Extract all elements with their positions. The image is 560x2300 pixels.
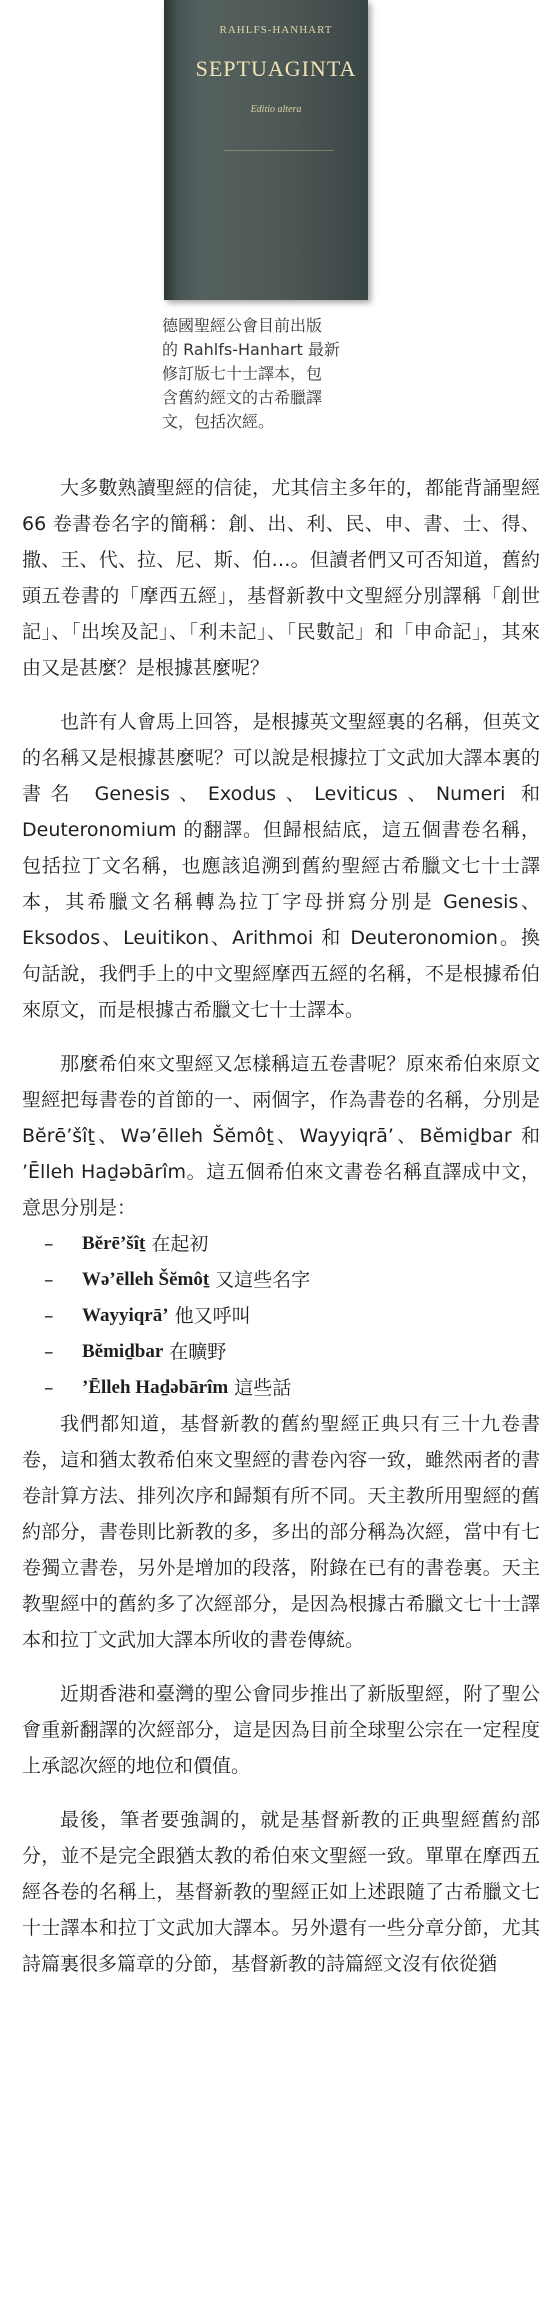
list-dash: – xyxy=(44,1341,54,1363)
list-dash: – xyxy=(44,1305,54,1327)
article-body xyxy=(22,470,540,2000)
book-cover-title: SEPTUAGINTA xyxy=(195,56,357,81)
chinese-gloss: 在曠野 xyxy=(169,1341,227,1363)
book-spine xyxy=(164,0,178,300)
book-cover-divider xyxy=(224,150,334,151)
article-paragraph: 最後，筆者要強調的，就是基督新教的正典聖經舊約部分，並不是完全跟猶太教的希伯來文聖經一致。單單在摩西五經各卷的名稱上，基督新教的聖經正如上述跟隨了古希臘文七十士譯本和拉丁文武加大譯本。另外還有一些分章分節，尤其詩篇裏很多篇章的分節，基督新教的詩篇經文沒有依從猶 xyxy=(22,1809,540,1975)
chinese-gloss: 又這些名字 xyxy=(215,1269,311,1291)
book-cover-publisher: RAHLFS-HANHART xyxy=(219,24,333,36)
hebrew-transliteration: Bĕmiḏbar xyxy=(82,1341,164,1362)
book-cover-edition: Editio altera xyxy=(250,104,302,115)
article-paragraph: 那麼希伯來文聖經又怎樣稱這五卷書呢？原來希伯來原文聖經把每書卷的首節的一、兩個字，作為書卷的名稱，分別是 Bĕrē’šîṯ、Wə’ēlleh Šĕmôṯ、Wayyiqrā’、Bĕmiḏbar 和 ’Ēlleh Haḏəbārîm。這五個希伯來文書卷名稱直譯成中文，意思分別是： xyxy=(22,1053,540,1219)
article-paragraph: 大多數熟讀聖經的信徒，尤其信主多年的，都能背誦聖經 66 卷書卷名字的簡稱：創、出、利、民、申、書、士、得、撒、王、代、拉、尼、斯、伯…。但讀者們又可否知道，舊約頭五卷書的「摩西五經」，基督新教中文聖經分別譯稱「創世記」、「出埃及記」、「利未記」、「民數記」和「申命記」，其來由又是甚麼？是根據甚麼呢？ xyxy=(22,477,540,679)
hebrew-transliteration: Wə’ēlleh Šĕmôṯ xyxy=(82,1269,210,1290)
article-paragraph: 也許有人會馬上回答，是根據英文聖經裏的名稱，但英文的名稱又是根據甚麼呢？可以說是根據拉丁文武加大譯本裏的書名 Genesis、Exodus、Leviticus、Numeri 和 Deuteronomium 的翻譯。但歸根結底，這五個書卷名稱，包括拉丁文名稱，也應該追溯到舊約聖經古希臘文七十士譯本，其希臘文名稱轉為拉丁字母拼寫分別是 Genesis、Eksodos、Leuitikon、Arithmoi 和 Deuteronomion。換句話說，我們手上的中文聖經摩西五經的名稱，不是根據希伯來原文，而是根據古希臘文七十士譯本。 xyxy=(22,711,540,1021)
book-figure xyxy=(158,0,384,434)
hebrew-transliteration: ’Ēlleh Haḏəbārîm xyxy=(82,1377,229,1398)
list-item xyxy=(22,1334,540,1370)
article-paragraph: 我們都知道，基督新教的舊約聖經正典只有三十九卷書卷，這和猶太教希伯來文聖經的書卷內容一致，雖然兩者的書卷計算方法、排列次序和歸類有所不同。天主教所用聖經的舊約部分，書卷則比新教的多，多出的部分稱為次經，當中有七卷獨立書卷，另外是增加的段落，附錄在已有的書卷裏。天主教聖經中的舊約多了次經部分，是因為根據古希臘文七十士譯本和拉丁文武加大譯本所收的書卷傳統。 xyxy=(22,1413,540,1651)
hebrew-transliteration: Wayyiqrā’ xyxy=(82,1305,169,1326)
list-item xyxy=(22,1262,540,1298)
figure-caption: 德國聖經公會目前出版 的 Rahlfs-Hanhart 最新 修訂版七十士譯本，包 含舊約經文的古希臘譯 文，包括次經。 xyxy=(162,316,340,431)
septuagint-book-cover-image xyxy=(164,0,368,300)
list-dash: – xyxy=(44,1269,54,1291)
list-item xyxy=(22,1226,540,1262)
list-dash: – xyxy=(44,1233,54,1255)
hebrew-transliteration: Bĕrē’šîṯ xyxy=(82,1233,146,1254)
chinese-gloss: 這些話 xyxy=(234,1377,292,1399)
chinese-gloss: 在起初 xyxy=(151,1233,209,1255)
article-paragraph: 近期香港和臺灣的聖公會同步推出了新版聖經，附了聖公會重新翻譯的次經部分，這是因為目前全球聖公宗在一定程度上承認次經的地位和價值。 xyxy=(22,1683,540,1777)
list-item xyxy=(22,1298,540,1334)
chinese-gloss: 他又呼叫 xyxy=(174,1305,251,1327)
hebrew-book-names-list xyxy=(22,1226,540,1406)
list-item xyxy=(22,1370,540,1406)
list-dash: – xyxy=(44,1377,54,1399)
